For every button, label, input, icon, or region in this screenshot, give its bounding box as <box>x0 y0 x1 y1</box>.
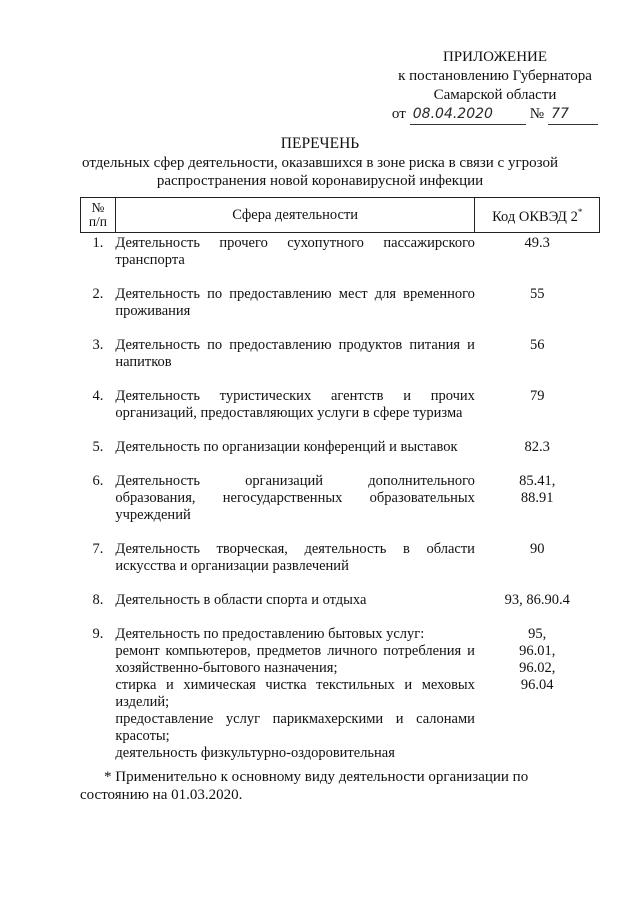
sphere-text: Деятельность по предоставлению мест для временного проживания <box>115 286 475 319</box>
row-code <box>475 473 600 541</box>
sphere-text: Деятельность прочего сухопутного пассажирского транспорта <box>115 235 475 268</box>
row-sphere <box>115 337 475 388</box>
table-header-row <box>81 198 600 233</box>
table-row <box>81 592 600 626</box>
okved-code: 96.01, <box>519 643 556 659</box>
row-code <box>475 439 600 473</box>
row-sphere <box>115 233 475 287</box>
activity-table <box>80 197 600 779</box>
header-code: Код ОКВЭД 2* <box>475 198 600 233</box>
okved-code: 82.3 <box>524 439 550 455</box>
row-number: 9. <box>92 626 104 642</box>
header-sphere: Сфера деятельности <box>115 198 475 233</box>
date-number-line <box>380 105 610 125</box>
okved-code: 95, <box>528 626 547 642</box>
appendix-title: ПРИЛОЖЕНИЕ <box>442 49 548 65</box>
handwritten-number: 77 <box>548 105 598 125</box>
table-row <box>81 233 600 287</box>
table-row <box>81 473 600 541</box>
sphere-text: Деятельность организаций дополнительного образования, негосударственных образовательных учреждений <box>115 473 475 523</box>
appendix-line-1: к постановлению Губернатора <box>398 68 592 84</box>
row-sphere <box>115 626 475 779</box>
appendix-line-2: Самарской области <box>433 87 557 103</box>
handwritten-date: 08.04.2020 <box>410 105 526 125</box>
okved-code: 88.91 <box>520 490 554 506</box>
sphere-text: стирка и химическая чистка текстильных и меховых изделий; <box>115 677 475 710</box>
row-code <box>475 233 600 287</box>
sphere-text: деятельность физкультурно-оздоровительная <box>115 745 395 761</box>
row-number: 2. <box>92 286 104 302</box>
okved-code: 49.3 <box>524 235 550 251</box>
sphere-text: Деятельность туристических агентств и прочих организаций, предоставляющих услуги в сфере туризма <box>115 388 475 421</box>
document-subtitle <box>60 154 580 190</box>
okved-code: 96.04 <box>520 677 554 693</box>
okved-code: 90 <box>529 541 545 557</box>
row-sphere <box>115 473 475 541</box>
table-row <box>81 337 600 388</box>
okved-code: 85.41, <box>519 473 556 489</box>
okved-code: 96.02, <box>519 660 556 676</box>
sphere-text: Деятельность по организации конференций и выставок <box>115 439 458 455</box>
okved-code: 93, 86.90.4 <box>504 592 570 608</box>
footnote-mark: * <box>577 207 583 217</box>
row-code <box>475 388 600 439</box>
table-row <box>81 439 600 473</box>
row-sphere <box>115 286 475 337</box>
table-body <box>81 233 600 780</box>
subtitle-line-1: отдельных сфер деятельности, оказавшихся в зоне риска в связи с угрозой <box>82 155 558 171</box>
table-row <box>81 541 600 592</box>
footnote-line-1: * Применительно к основному виду деятельности организации по <box>104 769 529 785</box>
okved-code: 55 <box>529 286 545 302</box>
sphere-text: Деятельность в области спорта и отдыха <box>115 592 367 608</box>
table-row <box>81 286 600 337</box>
subtitle-line-2: распространения новой коронавирусной инфекции <box>156 173 484 189</box>
header-number: № п/п <box>81 198 116 233</box>
okved-code: 56 <box>529 337 545 353</box>
row-sphere <box>115 439 475 473</box>
row-number: 4. <box>92 388 104 404</box>
row-sphere <box>115 388 475 439</box>
table-row <box>81 626 600 779</box>
appendix-block <box>380 48 610 125</box>
row-code <box>475 592 600 626</box>
date-prefix: от <box>391 106 406 122</box>
number-prefix: № <box>529 106 545 122</box>
row-sphere <box>115 541 475 592</box>
row-number: 3. <box>92 337 104 353</box>
row-code <box>475 286 600 337</box>
row-code <box>475 541 600 592</box>
sphere-text: Деятельность творческая, деятельность в области искусства и организации развлечений <box>115 541 475 574</box>
sphere-text: Деятельность по предоставлению бытовых услуг: <box>115 626 425 642</box>
document-title: ПЕРЕЧЕНЬ <box>280 135 360 152</box>
sphere-text: предоставление услуг парикмахерскими и салонами красоты; <box>115 711 475 744</box>
sphere-text: ремонт компьютеров, предметов личного потребления и хозяйственно-бытового назначения; <box>115 643 475 676</box>
row-number: 8. <box>92 592 104 608</box>
footnote-line-2: состоянию на 01.03.2020. <box>80 787 243 803</box>
table-row <box>81 388 600 439</box>
footnote <box>80 768 582 804</box>
row-number: 7. <box>92 541 104 557</box>
row-sphere <box>115 592 475 626</box>
sphere-text: Деятельность по предоставлению продуктов питания и напитков <box>115 337 475 370</box>
row-code <box>475 337 600 388</box>
row-number: 1. <box>92 235 104 251</box>
row-number: 5. <box>92 439 104 455</box>
row-number: 6. <box>92 473 104 489</box>
row-code <box>475 626 600 779</box>
okved-code: 79 <box>529 388 545 404</box>
